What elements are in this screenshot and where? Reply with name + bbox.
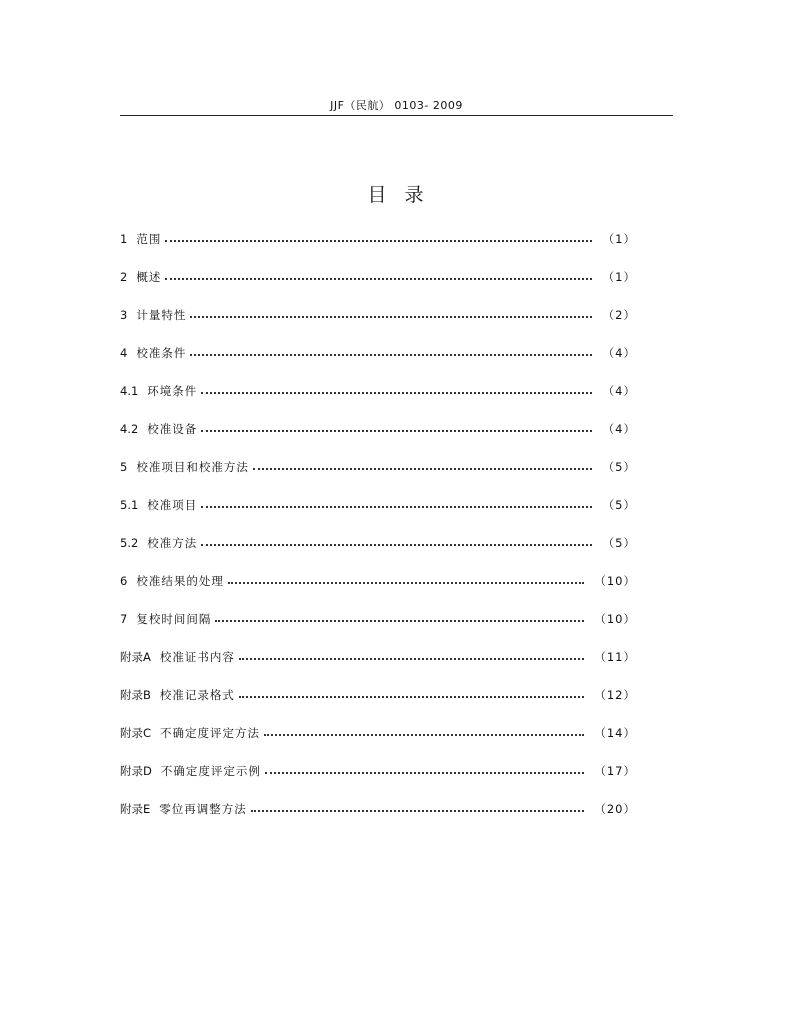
toc-entry-number: 附录D — [120, 764, 152, 778]
toc-dot-leader — [190, 316, 592, 318]
toc-dot-leader — [264, 734, 584, 736]
toc-dot-leader — [190, 354, 592, 356]
toc-entry-page: （2） — [602, 308, 636, 322]
toc-entry-label: 计量特性 — [136, 308, 187, 322]
toc-entry-label: 校准项目和校准方法 — [136, 460, 249, 474]
toc-entry-number: 附录B — [120, 688, 151, 702]
toc-entry-label: 环境条件 — [147, 384, 198, 398]
toc-entry-number: 附录C — [120, 726, 152, 740]
toc-entry-page: （10） — [594, 612, 636, 626]
toc-entry[interactable] — [120, 524, 636, 562]
toc-entry-label: 不确定度评定方法 — [160, 726, 261, 740]
toc-entry-page: （20） — [594, 802, 636, 816]
toc-entry-number: 2 — [120, 270, 128, 284]
toc-entry-page: （4） — [602, 346, 636, 360]
toc-entry[interactable] — [120, 410, 636, 448]
toc-entry-page: （1） — [602, 232, 636, 246]
toc-entry-label: 不确定度评定示例 — [160, 764, 261, 778]
toc-dot-leader — [201, 392, 592, 394]
toc-entry-label: 校准方法 — [147, 536, 198, 550]
toc-entry-number: 5.1 — [120, 498, 139, 512]
header-rule — [120, 115, 673, 116]
toc-entry-number: 7 — [120, 612, 128, 626]
toc-entry-label: 零位再调整方法 — [159, 802, 247, 816]
toc-entry[interactable] — [120, 486, 636, 524]
toc-entry-page: （5） — [602, 536, 636, 550]
toc-entry-label: 校准条件 — [136, 346, 187, 360]
toc-entry[interactable] — [120, 334, 636, 372]
toc-dot-leader — [201, 544, 592, 546]
toc-entry-page: （4） — [602, 384, 636, 398]
running-header: JJF（民航） 0103- 2009 — [330, 99, 463, 112]
toc-dot-leader — [253, 468, 592, 470]
toc-entry[interactable] — [120, 676, 636, 714]
toc-entry-page: （1） — [602, 270, 636, 284]
toc-dot-leader — [228, 582, 585, 584]
toc-entry-number: 附录A — [120, 650, 151, 664]
toc-entry-page: （17） — [594, 764, 636, 778]
toc-entry-page: （10） — [594, 574, 636, 588]
toc-entry-number: 5.2 — [120, 536, 139, 550]
toc-entry[interactable] — [120, 562, 636, 600]
toc-entry-page: （4） — [602, 422, 636, 436]
toc-dot-leader — [265, 772, 585, 774]
toc-entry[interactable] — [120, 600, 636, 638]
toc-dot-leader — [201, 430, 592, 432]
toc-entry-page: （5） — [602, 498, 636, 512]
toc-dot-leader — [239, 696, 584, 698]
toc-dot-leader — [165, 240, 592, 242]
toc-entry-number: 6 — [120, 574, 128, 588]
toc-entry-label: 校准结果的处理 — [136, 574, 224, 588]
toc-dot-leader — [201, 506, 592, 508]
toc-entry-number: 3 — [120, 308, 128, 322]
toc-entry[interactable] — [120, 752, 636, 790]
toc-entry[interactable] — [120, 296, 636, 334]
toc-entry-number: 5 — [120, 460, 128, 474]
toc-entry-label: 概述 — [136, 270, 162, 284]
toc-dot-leader — [215, 620, 584, 622]
toc-entry[interactable] — [120, 714, 636, 752]
toc-entry-number: 4.2 — [120, 422, 139, 436]
toc-entry-label: 范围 — [136, 232, 162, 246]
toc-entry-number: 附录E — [120, 802, 151, 816]
toc-entry-number: 4.1 — [120, 384, 139, 398]
toc-entry-page: （5） — [602, 460, 636, 474]
toc-entry[interactable] — [120, 448, 636, 486]
toc-entry[interactable] — [120, 790, 636, 828]
toc-entry-label: 校准项目 — [147, 498, 198, 512]
toc-entry-label: 校准证书内容 — [159, 650, 235, 664]
toc-entry-label: 校准记录格式 — [159, 688, 235, 702]
toc-entry-number: 1 — [120, 232, 128, 246]
toc-entry[interactable] — [120, 258, 636, 296]
toc-dot-leader — [239, 658, 584, 660]
toc-entry[interactable] — [120, 638, 636, 676]
table-of-contents — [120, 220, 636, 828]
toc-entry-label: 校准设备 — [147, 422, 198, 436]
toc-entry-label: 复校时间间隔 — [136, 612, 212, 626]
toc-entry-page: （11） — [594, 650, 636, 664]
toc-entry[interactable] — [120, 372, 636, 410]
toc-entry-page: （14） — [594, 726, 636, 740]
toc-dot-leader — [251, 810, 585, 812]
toc-entry-number: 4 — [120, 346, 128, 360]
page-title: 目录 — [367, 184, 442, 206]
toc-entry[interactable] — [120, 220, 636, 258]
toc-entry-page: （12） — [594, 688, 636, 702]
toc-dot-leader — [165, 278, 592, 280]
